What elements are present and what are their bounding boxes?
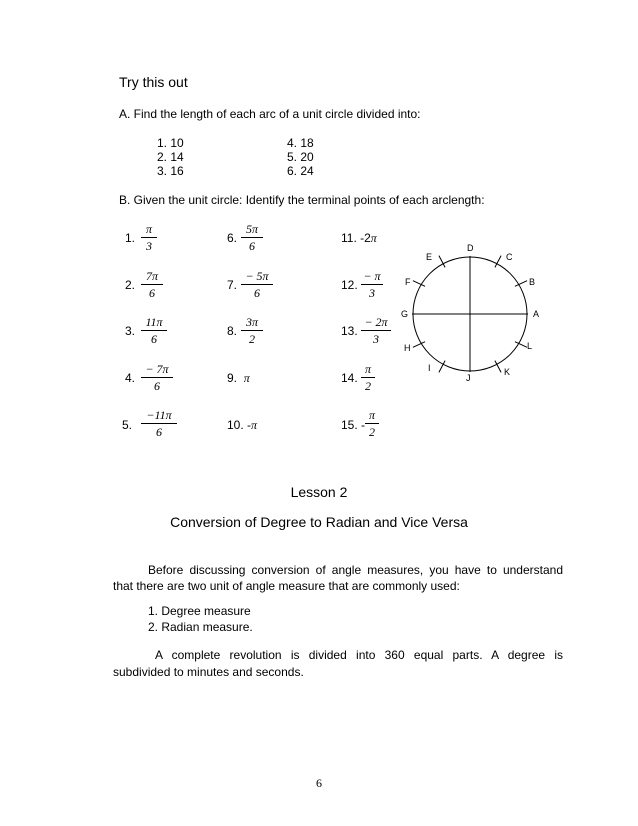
point-label-i: I: [428, 363, 431, 373]
item-label: 4.: [125, 371, 136, 385]
item-label: 9. π: [227, 371, 250, 385]
fraction: −11π 6: [141, 408, 177, 439]
point-label-h: H: [404, 343, 411, 353]
part-a-item: 3. 16: [157, 164, 184, 178]
fraction: 7π 6: [141, 269, 163, 300]
page-number: 6: [316, 776, 322, 790]
point-label-f: F: [405, 277, 411, 287]
item-label: 11. -2π: [341, 231, 377, 245]
lesson-number: Lesson 2: [290, 484, 348, 500]
fraction: 3π 2: [241, 315, 263, 346]
item-label: 6.: [227, 231, 238, 245]
part-a-item: 2. 14: [157, 150, 184, 164]
fraction: π 2: [361, 362, 375, 393]
paragraph-line: that there are two unit of angle measure that are commonly used:: [113, 579, 460, 593]
fraction: − 2π 3: [361, 315, 391, 346]
pi-symbol: π: [243, 371, 250, 385]
paragraph-line: A complete revolution is divided into 360 equal parts. A degree is: [155, 648, 563, 662]
point-label-g: G: [401, 309, 409, 319]
fraction: − 5π 6: [241, 269, 273, 300]
item-label: 3.: [125, 324, 136, 338]
item-label: 7.: [227, 278, 238, 292]
part-a-instruction: A. Find the length of each arc of a unit circle divided into:: [119, 107, 421, 121]
fraction: 5π 6: [241, 222, 263, 253]
item-label: 5.: [122, 418, 133, 432]
fraction: 11π 6: [141, 315, 167, 346]
fraction: π 2: [365, 408, 379, 439]
point-label-a: A: [533, 309, 540, 319]
lesson-title: Conversion of Degree to Radian and Vice Versa: [170, 514, 468, 530]
point-label-c: C: [506, 252, 513, 262]
part-a-item: 1. 10: [157, 136, 184, 150]
item-label: 1.: [125, 231, 136, 245]
list-item: 2. Radian measure.: [148, 620, 253, 634]
point-label-k: K: [504, 367, 511, 377]
item-label: 8.: [227, 324, 238, 338]
pi-symbol: π: [251, 418, 258, 432]
unit-circle-diagram: [395, 238, 550, 388]
point-label-j: J: [466, 373, 471, 383]
item-label: 12.: [341, 278, 358, 292]
part-a-item: 4. 18: [287, 136, 314, 150]
item-label: 14.: [341, 371, 358, 385]
fraction: − π 3: [361, 269, 383, 300]
item-label: 13.: [341, 324, 358, 338]
point-label-d: D: [467, 243, 474, 253]
paragraph-line: subdivided to minutes and seconds.: [113, 665, 304, 679]
fraction: π 3: [141, 222, 157, 253]
fraction: − 7π 6: [141, 362, 173, 393]
part-b-instruction: B. Given the unit circle: Identify the terminal points of each arclength:: [119, 193, 485, 207]
point-label-l: L: [527, 341, 533, 351]
list-item: 1. Degree measure: [148, 604, 251, 618]
point-label-e: E: [426, 252, 433, 262]
item-label: 2.: [125, 278, 136, 292]
paragraph-line: Before discussing conversion of angle measures, you have to understand: [148, 563, 563, 577]
section-heading: Try this out: [119, 74, 188, 90]
part-a-item: 5. 20: [287, 150, 314, 164]
item-label: 15. -: [341, 418, 366, 432]
pi-symbol: π: [370, 231, 377, 245]
item-label: 10. -π: [227, 418, 258, 432]
point-label-b: B: [529, 277, 536, 287]
part-a-item: 6. 24: [287, 164, 314, 178]
